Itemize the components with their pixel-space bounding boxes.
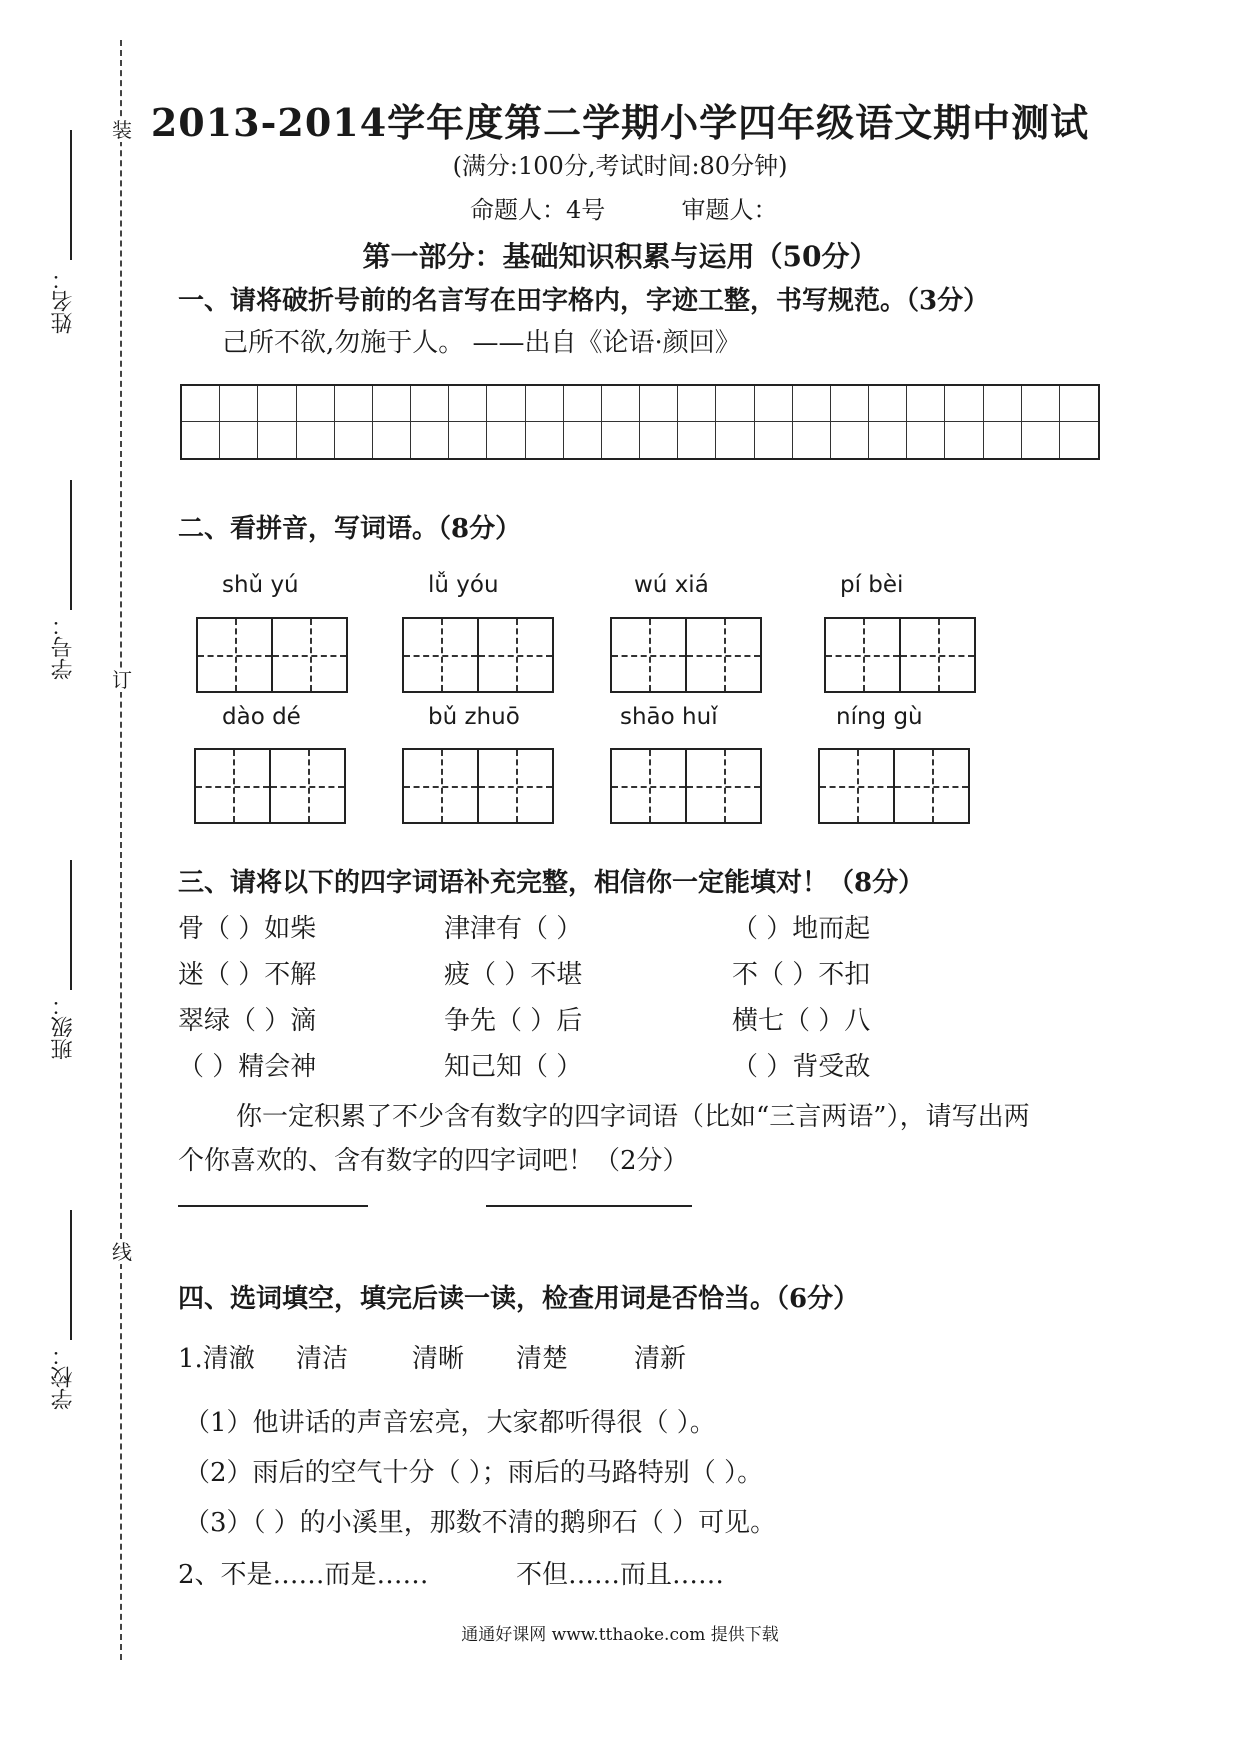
q1-heading: 一、请将破折号前的名言写在田字格内，字迹工整，书写规范。（3分）	[178, 286, 990, 316]
binding-dashed-line	[120, 40, 122, 1660]
grid-cell[interactable]	[564, 386, 602, 422]
word-writing-box[interactable]	[402, 748, 554, 824]
grid-cell[interactable]	[449, 386, 487, 422]
grid-cell[interactable]	[640, 386, 678, 422]
pinyin-label: bǔ zhuō	[428, 704, 520, 730]
grid-cell[interactable]	[678, 386, 716, 422]
grid-cell[interactable]	[297, 422, 335, 458]
grid-cell[interactable]	[182, 422, 220, 458]
grid-cell[interactable]	[793, 386, 831, 422]
idiom-blank[interactable]: 知己知（ ）	[444, 1052, 583, 1082]
answer-line[interactable]	[486, 1205, 692, 1207]
q1-writing-grid[interactable]	[180, 384, 1100, 460]
idiom-blank[interactable]: 疲（ ）不堪	[444, 960, 583, 990]
exam-authors: 命题人：4号 审题人：	[470, 196, 778, 224]
exam-title: 2013-2014学年度第二学期小学四年级语文期中测试	[150, 100, 1090, 145]
pinyin-label: dào dé	[222, 704, 301, 730]
grid-cell[interactable]	[564, 422, 602, 458]
grid-cell[interactable]	[258, 422, 296, 458]
pinyin-label: lǚ yóu	[428, 572, 499, 598]
grid-cell[interactable]	[678, 422, 716, 458]
pinyin-label: shǔ yú	[222, 572, 299, 598]
grid-cell[interactable]	[220, 386, 258, 422]
grid-cell[interactable]	[526, 422, 564, 458]
pinyin-label: wú xiá	[634, 572, 709, 598]
grid-cell[interactable]	[526, 386, 564, 422]
word-choice: 清新	[634, 1344, 687, 1374]
q3-extra-prompt: 你一定积累了不少含有数字的四字词语（比如“三言两语”），请写出两	[236, 1102, 1030, 1132]
binding-char-zhuang: 装	[112, 118, 132, 142]
grid-cell[interactable]	[373, 422, 411, 458]
student-id-label: 学号：	[51, 614, 76, 680]
student-id-blank[interactable]	[70, 480, 72, 610]
word-choice: 1.清澈	[178, 1344, 255, 1374]
grid-cell[interactable]	[716, 422, 754, 458]
word-choice: 不但……而且……	[516, 1560, 725, 1590]
grid-cell[interactable]	[182, 386, 220, 422]
word-writing-box[interactable]	[196, 617, 348, 693]
pinyin-label: níng gù	[836, 704, 923, 730]
idiom-blank[interactable]: 迷（ ）不解	[178, 960, 317, 990]
exam-subtitle: (满分:100分,考试时间:80分钟)	[452, 152, 788, 180]
grid-cell[interactable]	[1060, 422, 1098, 458]
fill-sentence[interactable]: （3）（ ）的小溪里，那数不清的鹅卵石（ ）可见。	[184, 1508, 777, 1538]
idiom-blank[interactable]: 横七（ ）八	[732, 1006, 871, 1036]
grid-cell[interactable]	[411, 386, 449, 422]
grid-cell[interactable]	[602, 386, 640, 422]
q4-heading: 四、选词填空，填完后读一读，检查用词是否恰当。（6分）	[178, 1284, 860, 1314]
q1-quote: 己所不欲,勿施于人。 ——出自《论语·颜回》	[222, 328, 741, 358]
binding-char-xian: 线	[112, 1240, 132, 1264]
idiom-blank[interactable]: 翠绿（ ）滴	[178, 1006, 317, 1036]
idiom-blank[interactable]: 争先（ ）后	[444, 1006, 583, 1036]
grid-cell[interactable]	[297, 386, 335, 422]
pinyin-label: pí bèi	[840, 572, 904, 598]
grid-cell[interactable]	[335, 422, 373, 458]
school-blank[interactable]	[70, 1210, 72, 1340]
grid-cell[interactable]	[1022, 422, 1060, 458]
word-writing-box[interactable]	[610, 748, 762, 824]
part-title: 第一部分：基础知识积累与运用（50分）	[362, 240, 878, 273]
word-choice: 清洁	[296, 1344, 349, 1374]
grid-cell[interactable]	[907, 422, 945, 458]
grid-cell[interactable]	[945, 422, 983, 458]
pinyin-label: shāo huǐ	[620, 704, 718, 730]
fill-sentence[interactable]: （2）雨后的空气十分（ ）；雨后的马路特别（ ）。	[184, 1458, 764, 1488]
q3-extra-prompt-cont: 个你喜欢的、含有数字的四字词吧！（2分）	[178, 1146, 689, 1176]
grid-cell[interactable]	[411, 422, 449, 458]
idiom-blank[interactable]: 津津有（ ）	[444, 914, 583, 944]
idiom-blank[interactable]: （ ）地而起	[732, 914, 871, 944]
word-writing-box[interactable]	[610, 617, 762, 693]
word-choice: 清楚	[516, 1344, 569, 1374]
school-label: 学校：	[51, 1344, 76, 1410]
grid-cell[interactable]	[869, 386, 907, 422]
grid-cell[interactable]	[831, 422, 869, 458]
grid-cell[interactable]	[984, 386, 1022, 422]
grid-cell[interactable]	[945, 386, 983, 422]
class-label: 班级：	[51, 994, 76, 1060]
grid-cell[interactable]	[984, 422, 1022, 458]
word-writing-box[interactable]	[194, 748, 346, 824]
word-writing-box[interactable]	[818, 748, 970, 824]
grid-cell[interactable]	[869, 422, 907, 458]
grid-cell[interactable]	[335, 386, 373, 422]
grid-cell[interactable]	[907, 386, 945, 422]
grid-cell[interactable]	[755, 386, 793, 422]
idiom-blank[interactable]: 不（ ）不扣	[732, 960, 871, 990]
word-choice: 清晰	[412, 1344, 465, 1374]
grid-cell[interactable]	[373, 386, 411, 422]
grid-cell[interactable]	[1022, 386, 1060, 422]
word-writing-box[interactable]	[824, 617, 976, 693]
grid-cell[interactable]	[755, 422, 793, 458]
grid-cell[interactable]	[487, 386, 525, 422]
q3-heading: 三、请将以下的四字词语补充完整，相信你一定能填对！（8分）	[178, 868, 925, 898]
class-blank[interactable]	[70, 860, 72, 990]
grid-cell[interactable]	[831, 386, 869, 422]
grid-cell[interactable]	[602, 422, 640, 458]
grid-cell[interactable]	[640, 422, 678, 458]
grid-cell[interactable]	[716, 386, 754, 422]
name-label: 姓名：	[51, 268, 76, 334]
grid-cell[interactable]	[449, 422, 487, 458]
grid-cell[interactable]	[258, 386, 296, 422]
grid-cell[interactable]	[793, 422, 831, 458]
q2-heading: 二、看拼音，写词语。（8分）	[178, 514, 522, 544]
grid-cell[interactable]	[1060, 386, 1098, 422]
fill-sentence[interactable]: （1）他讲话的声音宏亮，大家都听得很（ ）。	[184, 1408, 716, 1438]
word-choice: 2、不是……而是……	[178, 1560, 429, 1590]
idiom-blank[interactable]: 骨（ ）如柴	[178, 914, 317, 944]
grid-cell[interactable]	[487, 422, 525, 458]
word-writing-box[interactable]	[402, 617, 554, 693]
idiom-blank[interactable]: （ ）背受敌	[732, 1052, 871, 1082]
idiom-blank[interactable]: （ ）精会神	[178, 1052, 317, 1082]
grid-cell[interactable]	[220, 422, 258, 458]
footer-credit: 通通好课网 www.tthaoke.com 提供下载	[461, 1625, 779, 1645]
binding-char-ding: 订	[112, 668, 132, 692]
answer-line[interactable]	[178, 1205, 368, 1207]
